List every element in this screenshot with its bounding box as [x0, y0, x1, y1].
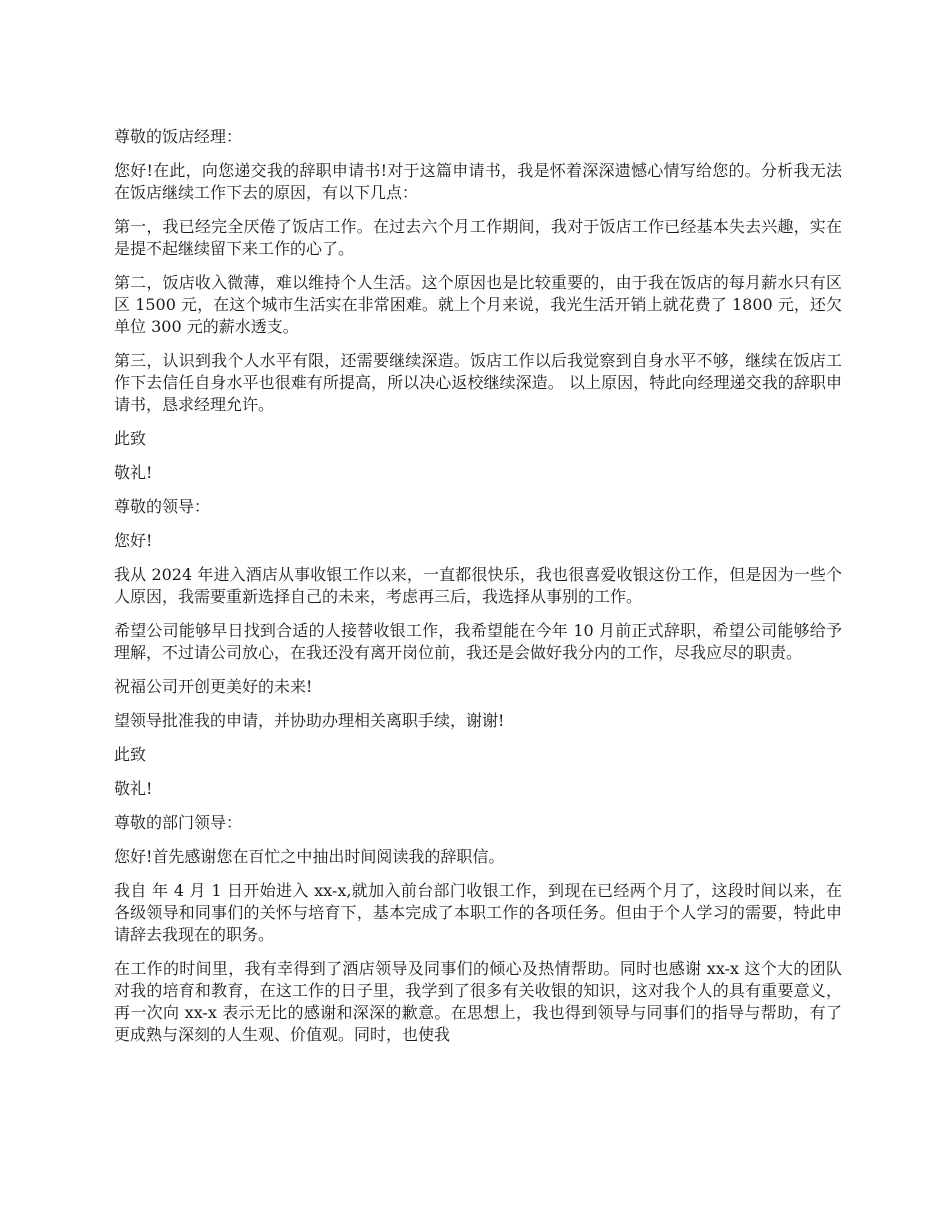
salutation-hotel-manager: 尊敬的饭店经理： [114, 127, 243, 146]
closing-cizhi: 此致 [114, 429, 147, 448]
closing-jingli-2: 敬礼! [114, 779, 153, 798]
paragraph-reason-1: 第一，我已经完全厌倦了饭店工作。在过去六个月工作期间，我对于饭店工作已经基本失去兴趣，实在是提不起继续留下来工作的心了。 [114, 217, 842, 258]
closing-jingli: 敬礼! [114, 463, 153, 482]
paragraph-request: 望领导批准我的申请，并协助办理相关离职手续，谢谢! [114, 711, 505, 730]
paragraph-gratitude: 在工作的时间里，我有幸得到了酒店领导及同事们的倾心及热情帮助。同时也感谢 xx-x 这个大的团队对我的培育和教育，在这工作的日子里，我学到了很多有关收银的知识，这对我个人的具有重要意义，再一次向 xx-x 表示无比的感谢和深深的歉意。在思想上，我也得到领导与同事们的指导与帮助，有了更成熟与深刻的人生观、价值观。同时，也使我 [114, 959, 842, 1044]
paragraph-intro: 您好!在此，向您递交我的辞职申请书!对于这篇申请书，我是怀着深深遗憾心情写给您的。分析我无法在饭店继续工作下去的原因，有以下几点： [114, 161, 842, 202]
paragraph-replacement: 希望公司能够早日找到合适的人接替收银工作，我希望能在今年 10 月前正式辞职，希望公司能够给予理解，不过请公司放心，在我还没有离开岗位前，我还是会做好我分内的工作，尽我应尽的职责。 [114, 621, 842, 662]
greeting: 您好! [114, 531, 153, 550]
salutation-leader: 尊敬的领导： [114, 497, 211, 516]
document-body [114, 126, 842, 1058]
paragraph-reason-2: 第二，饭店收入微薄，难以维持个人生活。这个原因也是比较重要的，由于我在饭店的每月薪水只有区区 1500 元，在这个城市生活实在非常困难。就上个月来说，我光生活开销上就花费了 1800 元，还欠单位 300 元的薪水透支。 [114, 273, 842, 336]
closing-cizhi-2: 此致 [114, 745, 147, 764]
paragraph-employment: 我自 年 4 月 1 日开始进入 xx-x,就加入前台部门收银工作，到现在已经两个月了，这段时间以来，在各级领导和同事们的关怀与培育下，基本完成了本职工作的各项任务。但由于个人学习的需要，特此申请辞去我现在的职务。 [114, 881, 842, 944]
paragraph-cashier-intro: 我从 2024 年进入酒店从事收银工作以来，一直都很快乐，我也很喜爱收银这份工作，但是因为一些个人原因，我需要重新选择自己的未来，考虑再三后，我选择从事别的工作。 [114, 565, 842, 606]
salutation-department-leader: 尊敬的部门领导： [114, 813, 243, 832]
paragraph-wishes: 祝福公司开创更美好的未来! [114, 677, 313, 696]
paragraph-reason-3: 第三，认识到我个人水平有限，还需要继续深造。饭店工作以后我觉察到自身水平不够，继续在饭店工作下去信任自身水平也很难有所提高，所以决心返校继续深造。 以上原因，特此向经理递交我的辞职申请书，恳求经理允许。 [114, 351, 842, 414]
paragraph-thanks: 您好!首先感谢您在百忙之中抽出时间阅读我的辞职信。 [114, 847, 505, 866]
